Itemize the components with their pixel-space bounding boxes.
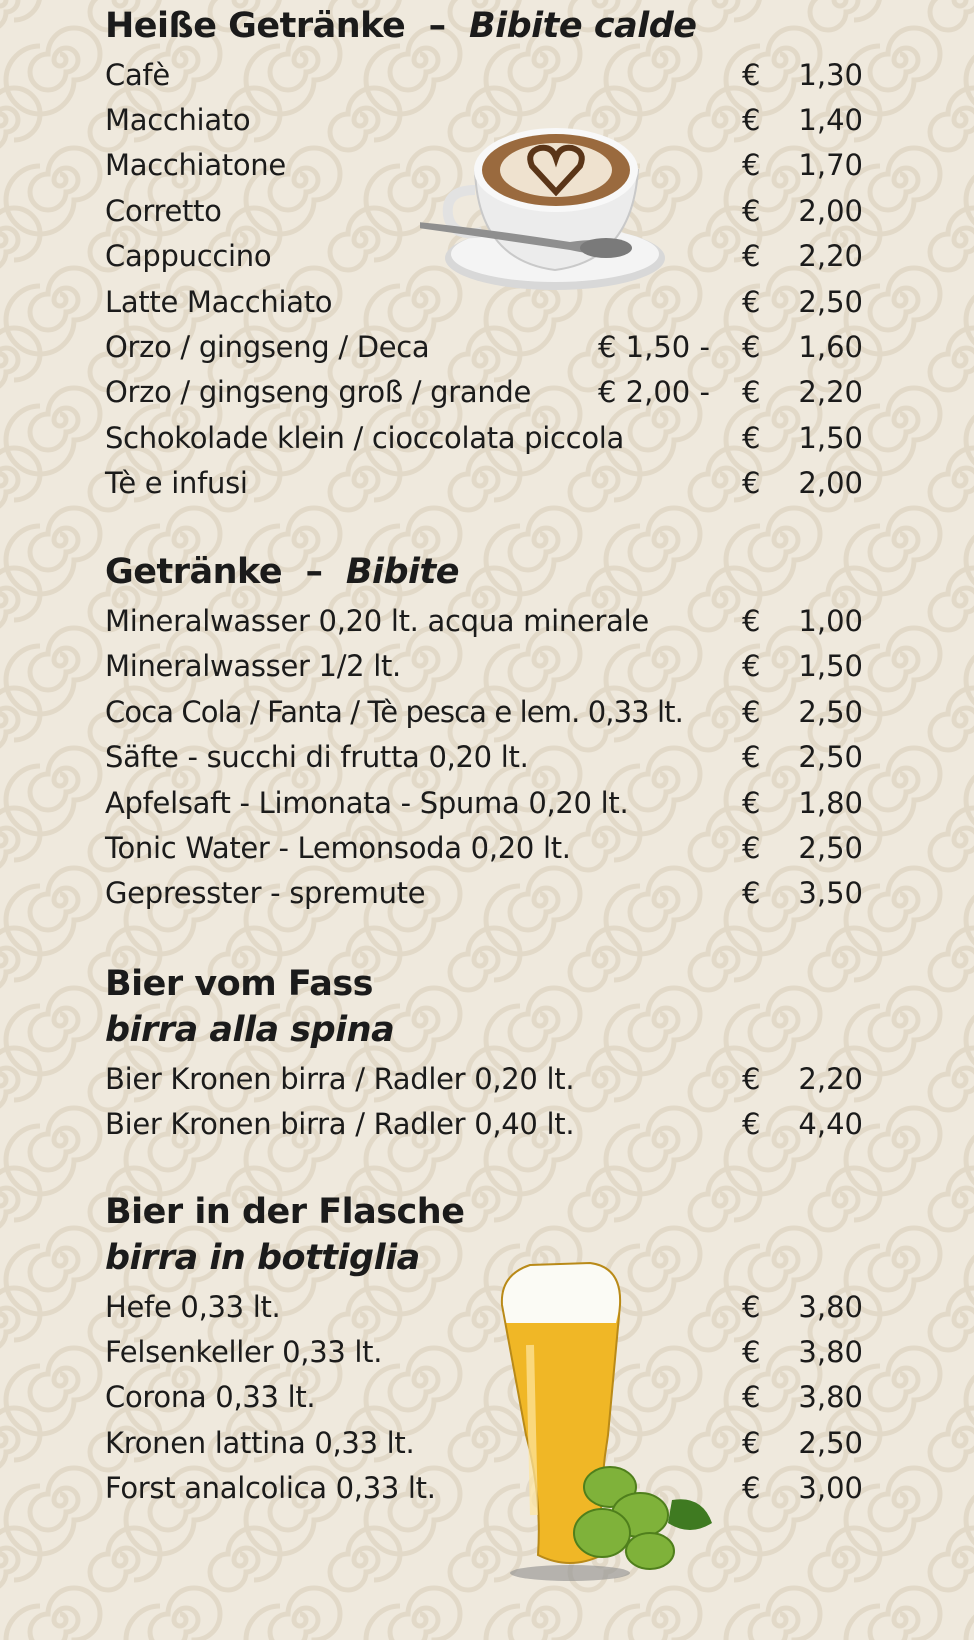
euro-sign: € — [742, 1290, 761, 1324]
euro-sign: € — [742, 148, 761, 182]
menu-item-name: Forst analcolica 0,33 lt. — [105, 1471, 436, 1505]
menu-item-name: Apfelsaft - Limonata - Spuma 0,20 lt. — [105, 786, 629, 820]
menu-item-name: Mineralwasser 1/2 lt. — [105, 649, 401, 683]
menu-item-name: Gepresster - spremute — [105, 876, 426, 910]
menu-item-name: Säfte - succhi di frutta 0,20 lt. — [105, 740, 529, 774]
menu-item-name: Latte Macchiato — [105, 285, 333, 319]
euro-sign: € — [742, 466, 761, 500]
menu-item-name: Cafè — [105, 58, 170, 92]
menu-item-price-range: € 1,50 - — [598, 330, 710, 364]
menu-item-price: 2,50 — [798, 1426, 863, 1460]
section-subheading-draft-beer: birra alla spina — [105, 1010, 395, 1050]
menu-item-price: 1,40 — [798, 103, 863, 137]
euro-sign: € — [742, 876, 761, 910]
menu-item-price: 2,50 — [798, 740, 863, 774]
euro-sign: € — [742, 103, 761, 137]
menu-item-name: Corona 0,33 lt. — [105, 1380, 316, 1414]
euro-sign: € — [742, 649, 761, 683]
section-heading-draft-beer: Bier vom Fass — [105, 964, 374, 1004]
section-heading-hot-drinks: Heiße Getränke – Bibite calde — [105, 6, 697, 46]
euro-sign: € — [742, 285, 761, 319]
menu-item-price-range: € 2,00 - — [598, 375, 710, 409]
menu-item-price: 1,50 — [798, 649, 863, 683]
menu-item-price: 3,80 — [798, 1290, 863, 1324]
menu-item-price: 2,20 — [798, 239, 863, 273]
euro-sign: € — [742, 831, 761, 865]
menu-item-price: 2,50 — [798, 285, 863, 319]
menu-item-price: 1,00 — [798, 604, 863, 638]
menu-item-name: Kronen lattina 0,33 lt. — [105, 1426, 415, 1460]
euro-sign: € — [742, 1062, 761, 1096]
euro-sign: € — [742, 1107, 761, 1141]
euro-sign: € — [742, 239, 761, 273]
menu-item-name: Tè e infusi — [105, 466, 248, 500]
menu-item-price: 2,50 — [798, 695, 863, 729]
menu-item-price: 3,80 — [798, 1335, 863, 1369]
menu-item-name: Felsenkeller 0,33 lt. — [105, 1335, 383, 1369]
menu-item-name: Hefe 0,33 lt. — [105, 1290, 281, 1324]
menu-item-name: Bier Kronen birra / Radler 0,40 lt. — [105, 1107, 575, 1141]
menu-item-name: Macchiatone — [105, 148, 286, 182]
euro-sign: € — [742, 1380, 761, 1414]
menu-item-name: Mineralwasser 0,20 lt. acqua minerale — [105, 604, 649, 638]
menu-item-name: Cappuccino — [105, 239, 272, 273]
menu-item-price: 1,80 — [798, 786, 863, 820]
menu-item-name: Macchiato — [105, 103, 251, 137]
euro-sign: € — [742, 1335, 761, 1369]
euro-sign: € — [742, 786, 761, 820]
menu-item-price: 2,20 — [798, 1062, 863, 1096]
menu-item-name: Coca Cola / Fanta / Tè pesca e lem. 0,33 lt. — [105, 695, 683, 729]
menu-item-name: Corretto — [105, 194, 222, 228]
menu-item-price: 3,50 — [798, 876, 863, 910]
menu-item-name: Tonic Water - Lemonsoda 0,20 lt. — [105, 831, 571, 865]
euro-sign: € — [742, 1426, 761, 1460]
menu-item-name: Orzo / gingseng / Deca — [105, 330, 430, 364]
euro-sign: € — [742, 330, 761, 364]
menu-item-name: Schokolade klein / cioccolata piccola — [105, 421, 625, 455]
euro-sign: € — [742, 194, 761, 228]
menu-item-price: 2,00 — [798, 194, 863, 228]
section-heading-bottled-beer: Bier in der Flasche — [105, 1192, 465, 1232]
euro-sign: € — [742, 740, 761, 774]
euro-sign: € — [742, 375, 761, 409]
section-heading-drinks: Getränke – Bibite — [105, 552, 460, 592]
menu-item-name: Bier Kronen birra / Radler 0,20 lt. — [105, 1062, 575, 1096]
menu-item-name: Orzo / gingseng groß / grande — [105, 375, 532, 409]
section-subheading-bottled-beer: birra in bottiglia — [105, 1238, 420, 1278]
menu-item-price: 4,40 — [798, 1107, 863, 1141]
menu-item-price: 2,50 — [798, 831, 863, 865]
euro-sign: € — [742, 1471, 761, 1505]
euro-sign: € — [742, 58, 761, 92]
menu-item-price: 2,20 — [798, 375, 863, 409]
menu-item-price: 2,00 — [798, 466, 863, 500]
menu-item-price: 1,30 — [798, 58, 863, 92]
euro-sign: € — [742, 695, 761, 729]
menu-item-price: 3,80 — [798, 1380, 863, 1414]
euro-sign: € — [742, 604, 761, 638]
menu-item-price: 3,00 — [798, 1471, 863, 1505]
menu-item-price: 1,70 — [798, 148, 863, 182]
menu-item-price: 1,60 — [798, 330, 863, 364]
menu-item-price: 1,50 — [798, 421, 863, 455]
euro-sign: € — [742, 421, 761, 455]
